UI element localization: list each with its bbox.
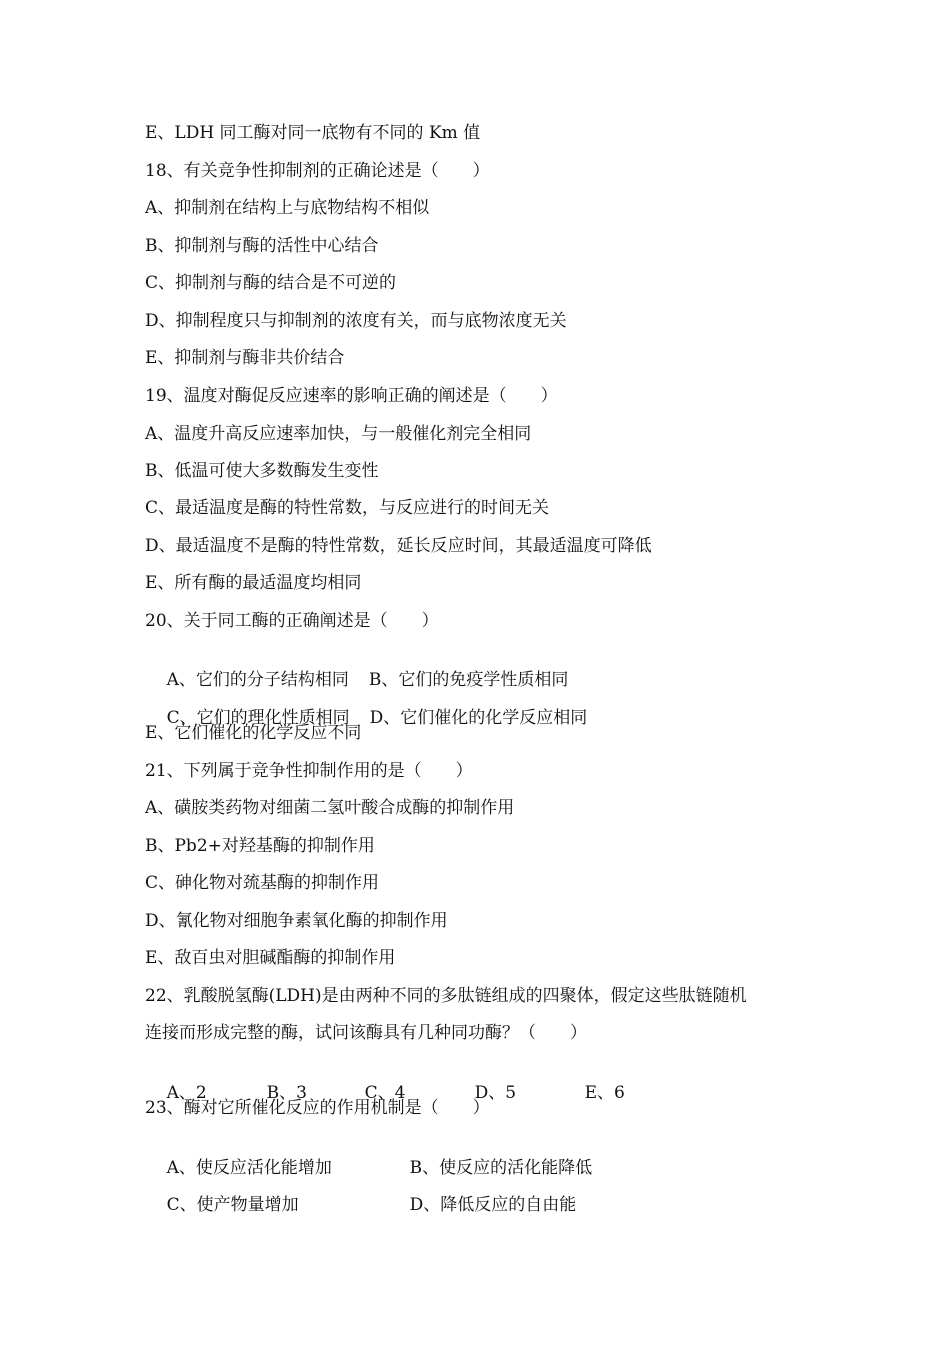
q19-stem: 19、温度对酶促反应速率的影响正确的阐述是（ ） (145, 386, 558, 406)
q20-option-c: C、它们的理化性质相同 (166, 708, 350, 728)
q19-option-b: B、低温可使大多数酶发生变性 (145, 461, 379, 481)
q21-option-c: C、砷化物对巯基酶的抑制作用 (145, 873, 380, 893)
q21-stem: 21、下列属于竞争性抑制作用的是（ ） (145, 761, 473, 781)
q20-option-b: B、它们的免疫学性质相同 (368, 670, 569, 690)
q18-option-c: C、抑制剂与酶的结合是不可逆的 (145, 273, 397, 293)
q19-option-c: C、最适温度是酶的特性常数，与反应进行的时间无关 (145, 498, 550, 518)
q23-stem: 23、酶对它所催化反应的作用机制是（ ） (145, 1098, 490, 1118)
q20-option-a: A、它们的分子结构相同 (166, 670, 349, 690)
q19-option-e: E、所有酶的最适温度均相同 (145, 573, 362, 593)
q22-option-a: A、2 (166, 1083, 207, 1103)
q22-option-e: E、6 (584, 1083, 625, 1103)
q23-options-cd (145, 1172, 576, 1238)
q22-stem-line1: 22、乳酸脱氢酶(LDH)是由两种不同的多肽链组成的四聚体，假定这些肽链随机 (145, 986, 747, 1006)
q23-option-d: D、降低反应的自由能 (409, 1195, 577, 1215)
q18-option-e: E、抑制剂与酶非共价结合 (145, 348, 345, 368)
q22-option-b: B、3 (266, 1083, 307, 1103)
q23-option-c: C、使产物量增加 (166, 1195, 299, 1215)
q20-option-d: D、它们催化的化学反应相同 (369, 708, 588, 728)
q23-option-a: A、使反应活化能增加 (166, 1158, 332, 1178)
q18-stem: 18、有关竞争性抑制剂的正确论述是（ ） (145, 161, 490, 181)
q23-option-b: B、使反应的活化能降低 (409, 1158, 593, 1178)
q18-option-b: B、抑制剂与酶的活性中心结合 (145, 236, 379, 256)
q22-option-d: D、5 (474, 1083, 517, 1103)
q21-option-a: A、磺胺类药物对细菌二氢叶酸合成酶的抑制作用 (145, 798, 515, 818)
q21-option-d: D、氰化物对细胞争素氧化酶的抑制作用 (145, 911, 448, 931)
q18-option-d: D、抑制程度只与抑制剂的浓度有关，而与底物浓度无关 (145, 311, 567, 331)
q22-option-c: C、4 (364, 1083, 406, 1103)
q21-option-e: E、敌百虫对胆碱酯酶的抑制作用 (145, 948, 396, 968)
q20-option-e: E、它们催化的化学反应不同 (145, 723, 362, 743)
q22-stem-line2: 连接而形成完整的酶，试问该酶具有几种同功酶？（ ） (145, 1023, 587, 1043)
q20-stem: 20、关于同工酶的正确阐述是（ ） (145, 611, 439, 631)
q17-option-e: E、LDH 同工酶对同一底物有不同的 Km 值 (145, 123, 481, 143)
q19-option-d: D、最适温度不是酶的特性常数，延长反应时间，其最适温度可降低 (145, 536, 652, 556)
q19-option-a: A、温度升高反应速率加快，与一般催化剂完全相同 (145, 424, 532, 444)
q21-option-b: B、Pb2+对羟基酶的抑制作用 (145, 836, 375, 856)
q18-option-a: A、抑制剂在结构上与底物结构不相似 (145, 198, 430, 218)
